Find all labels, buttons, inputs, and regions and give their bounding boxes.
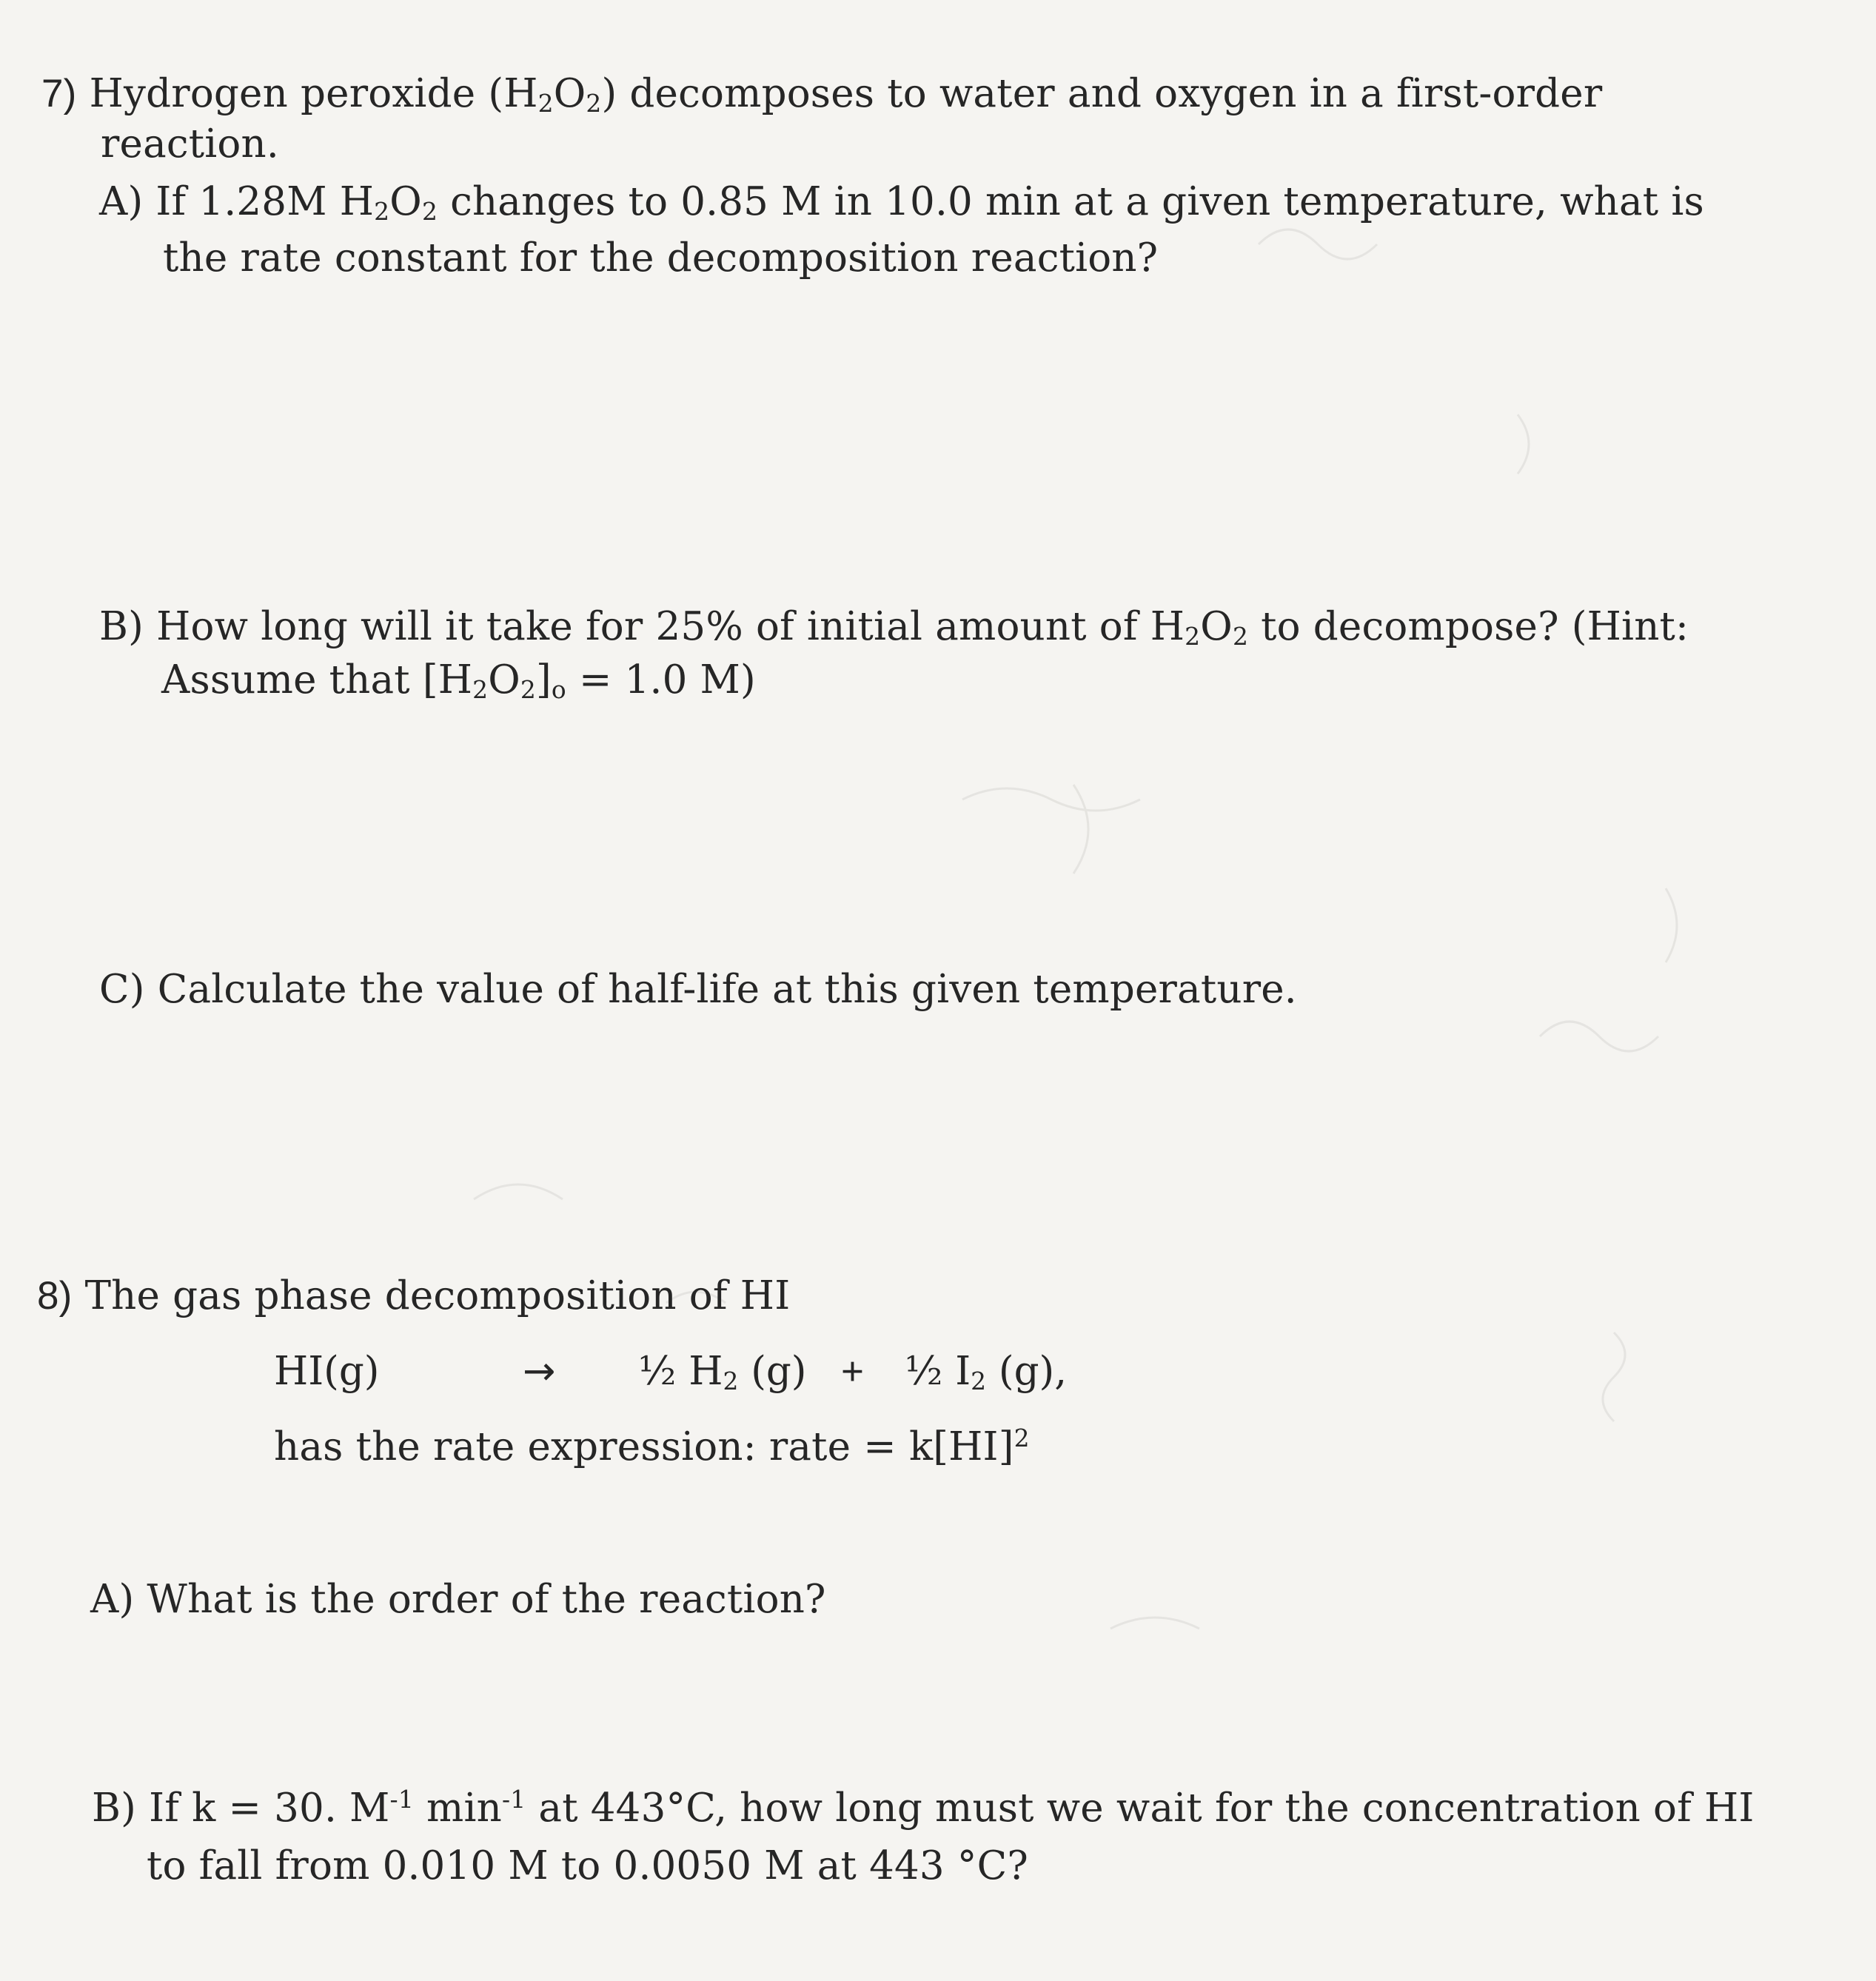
question-7-part-a: A) If 1.28M $H_2O_2$ changes to 0.85 M in 10.0 min at a given temperature, what is xyxy=(99,179,1704,227)
question-8-part-a: A) What is the order of the reaction? xyxy=(90,1577,826,1622)
equation-plus: + xyxy=(841,1350,864,1393)
question-7-part-b-line-2: Assume that $[H_2O_2]_o = 1.0$ M) xyxy=(161,657,756,705)
question-8-number: 8) xyxy=(37,1274,73,1318)
question-7-part-b: B) How long will it take for 25% of initial amount of $H_2O_2$ to decompose? (Hint: xyxy=(99,604,1689,651)
equation-product-hydrogen: ½ $H_2$ (g) xyxy=(638,1349,807,1396)
part-label: A) xyxy=(99,179,144,224)
equation-reactant: HI(g) xyxy=(274,1349,380,1394)
part-label: B) xyxy=(99,604,144,649)
question-8-part-b-line-2: to fall from 0.010 M to 0.0050 M at 443 °C? xyxy=(147,1843,1028,1888)
question-7-stem: 7) Hydrogen peroxide $(H_2O_2)$ decomposes to water and oxygen in a first-order xyxy=(41,71,1603,118)
part-label: C) xyxy=(99,967,145,1012)
rate-expression: has the rate expression: rate = k[HI]$^2$ xyxy=(274,1423,1030,1469)
question-7-stem-line-2: reaction. xyxy=(101,121,279,167)
question-8-part-b: B) If k = 30. $M^{-1}$ $\min^{-1}$ at 443°C, how long must we wait for the concentration of HI xyxy=(92,1784,1755,1831)
part-label: A) xyxy=(90,1577,135,1622)
question-7-part-c: C) Calculate the value of half-life at this given temperature. xyxy=(99,967,1297,1012)
question-7-number: 7) xyxy=(41,72,77,115)
reaction-arrow-icon: → xyxy=(523,1349,556,1394)
part-label: B) xyxy=(92,1786,137,1831)
equation-product-iodine: ½ $I_2$ (g), xyxy=(905,1349,1068,1396)
question-8-stem: 8) The gas phase decomposition of HI xyxy=(37,1273,791,1318)
question-7-part-a-line-2: the rate constant for the decomposition reaction? xyxy=(163,235,1159,281)
